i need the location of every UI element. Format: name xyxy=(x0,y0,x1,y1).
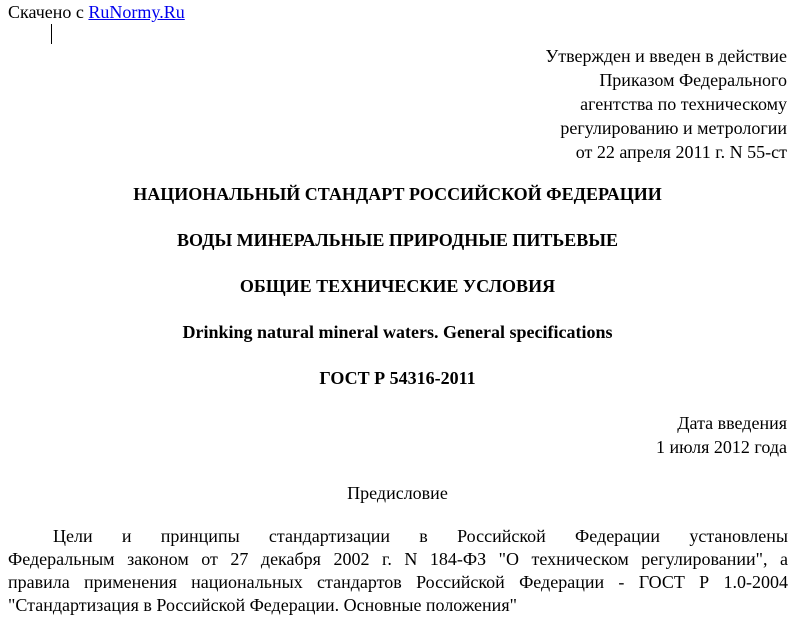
preface-paragraph xyxy=(8,525,788,617)
download-source-line xyxy=(8,0,185,24)
approval-block xyxy=(387,44,787,164)
approval-line: Утвержден и введен в действие xyxy=(545,46,787,66)
paragraph-line: "Стандартизация в Российской Федерации. Основные положения" xyxy=(8,595,517,615)
subject-heading: ВОДЫ МИНЕРАЛЬНЫЕ ПРИРОДНЫЕ ПИТЬЕВЫЕ xyxy=(176,230,618,250)
effective-date-value: 1 июля 2012 года xyxy=(656,437,787,457)
effective-date-block xyxy=(656,411,787,459)
approval-line: регулированию и метрологии xyxy=(560,118,787,138)
source-link[interactable]: RuNormy.Ru xyxy=(88,2,185,22)
preface-title: Предисловие xyxy=(347,483,448,503)
paragraph-line: Федеральным законом от 27 декабря 2002 г. N 184-ФЗ "О техническом регулировании", а xyxy=(8,549,788,569)
standard-type-heading: НАЦИОНАЛЬНЫЙ СТАНДАРТ РОССИЙСКОЙ ФЕДЕРАЦИИ xyxy=(133,184,662,204)
paragraph-line: Цели и принципы стандартизации в Российской Федерации установлены xyxy=(53,526,788,546)
approval-line: Приказом Федерального xyxy=(599,70,787,90)
text-cursor xyxy=(51,24,52,44)
paragraph-line: правила применения национальных стандартов Российской Федерации - ГОСТ Р 1.0-2004 xyxy=(8,572,788,592)
gost-number: ГОСТ Р 54316-2011 xyxy=(319,368,476,388)
download-source-prefix: Скачено с xyxy=(8,2,84,22)
subtitle-heading: ОБЩИЕ ТЕХНИЧЕСКИЕ УСЛОВИЯ xyxy=(239,276,556,296)
effective-date-label: Дата введения xyxy=(677,413,787,433)
approval-line: агентства по техническому xyxy=(580,94,787,114)
approval-line: от 22 апреля 2011 г. N 55-ст xyxy=(575,142,787,162)
english-title: Drinking natural mineral waters. General specifications xyxy=(182,322,613,342)
